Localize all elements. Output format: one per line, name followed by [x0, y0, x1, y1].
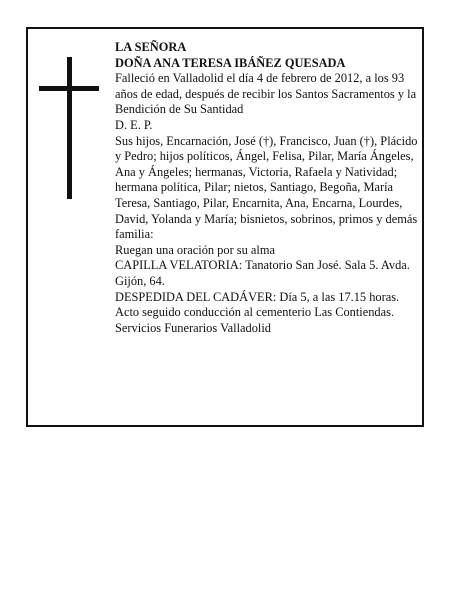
prayer-request: Ruegan una oración por su alma: [115, 242, 275, 257]
chapel-info: CAPILLA VELATORIA: Tanatorio San José. Sala 5. Avda. Gijón, 64.: [115, 258, 410, 288]
obituary-title: LA SEÑORA: [115, 40, 187, 54]
rip-line: D. E. P.: [115, 117, 153, 132]
cross-vertical-bar: [67, 57, 72, 199]
farewell-info: DESPEDIDA DEL CADÁVER: Día 5, a las 17.15 horas. Acto seguido conducción al cementerio Las Contiendas.: [115, 289, 400, 320]
family-list: Sus hijos, Encarnación, José (†), Francisco, Juan (†), Plácido y Pedro; hijos políticos, Ángel, Felisa, Pilar, María Ángeles, Ana y Ángeles; hermanas, Victoria, Rafaela y Natividad; hermana política, Pilar; nietos, Santiago, Begoña, María Teresa, Santiago, Pilar, Encarnita, Ana, Encarna, Lourdes, David, Yolanda y María; bisnietos, sobrinos, primos y demás familia:: [115, 133, 418, 242]
death-details: Falleció en Valladolid el día 4 de febrero de 2012, a los 93 años de edad, después de recibir los Santos Sacramentos y la Bendición de Su Santidad: [115, 71, 417, 117]
cross-horizontal-bar: [39, 86, 99, 91]
funeral-home: Servicios Funerarios Valladolid: [115, 320, 272, 335]
obituary-notice: [26, 27, 424, 427]
cross-icon: [39, 57, 99, 199]
obituary-text: [115, 40, 420, 336]
deceased-name: DOÑA ANA TERESA IBÁÑEZ QUESADA: [115, 55, 346, 70]
